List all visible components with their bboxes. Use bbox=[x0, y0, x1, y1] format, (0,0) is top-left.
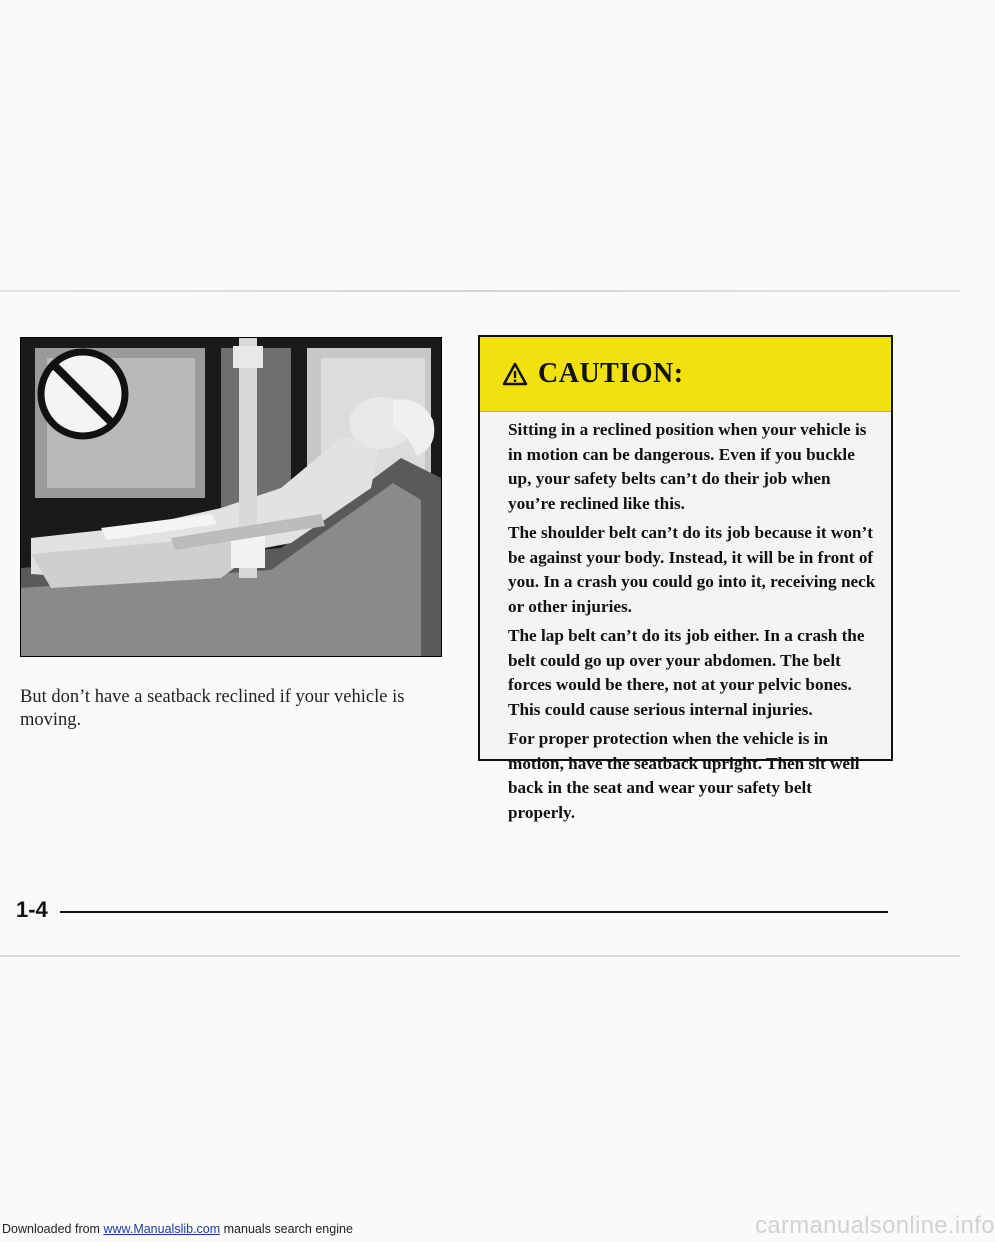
caution-paragraph: For proper protection when the vehicle is in motion, have the seatback upright. Then sit well back in the seat and wear your safety belt properly. bbox=[508, 729, 860, 822]
footer-suffix: manuals search engine bbox=[220, 1222, 353, 1236]
caution-box bbox=[478, 335, 893, 822]
manualslib-link[interactable]: www.Manualslib.com bbox=[103, 1222, 221, 1236]
page-number-rule bbox=[60, 911, 888, 913]
download-footer bbox=[2, 1222, 353, 1236]
caution-paragraph: The shoulder belt can’t do its job because it won’t be against your body. Instead, it will be in front of you. In a crash you could go into it, receiving neck or other injuries. bbox=[508, 523, 876, 616]
no-symbol-icon bbox=[41, 352, 125, 436]
page-number: 1-4 bbox=[16, 897, 48, 922]
top-divider bbox=[0, 290, 960, 292]
caution-paragraph: Sitting in a reclined position when your vehicle is in motion can be dangerous. Even if you buckle up, your safety belts can’t do their job when you’re reclined like this. bbox=[508, 420, 867, 513]
body-paragraph: But don’t have a seatback reclined if your vehicle is moving. bbox=[20, 687, 405, 730]
caution-body bbox=[480, 412, 891, 825]
caution-title: CAUTION: bbox=[538, 358, 684, 389]
caution-header bbox=[480, 337, 891, 412]
reclined-passenger-drawing bbox=[21, 338, 441, 656]
watermark: carmanualsonline.info bbox=[755, 1212, 995, 1239]
warning-triangle-icon bbox=[502, 362, 528, 386]
reclined-seat-illustration bbox=[20, 337, 442, 657]
caution-paragraph: The lap belt can’t do its job either. In a crash the belt could go up over your abdomen. The belt forces would be there, not at your pelvic bones. This could cause serious internal injuries. bbox=[508, 626, 865, 719]
footer-prefix: Downloaded from bbox=[2, 1222, 104, 1236]
bottom-divider bbox=[0, 955, 960, 957]
